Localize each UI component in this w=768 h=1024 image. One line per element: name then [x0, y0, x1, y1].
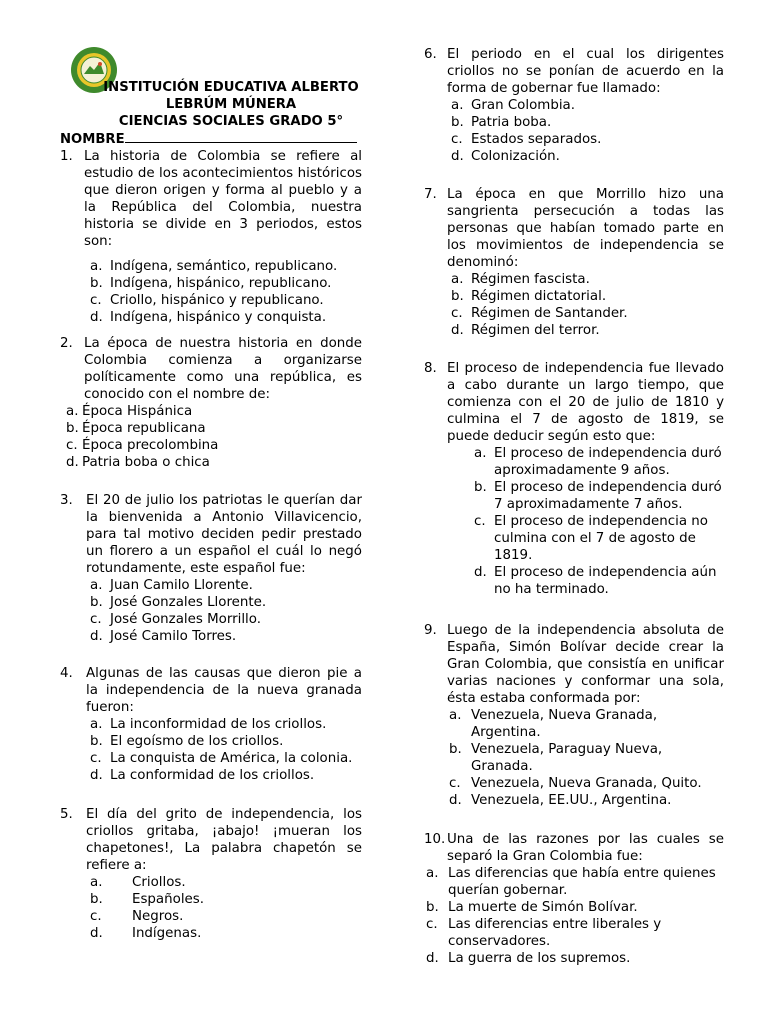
option-letter: b.: [451, 289, 464, 304]
option-letter: d.: [90, 768, 103, 783]
option-text: Patria boba.: [471, 115, 552, 130]
question-number: 1.: [60, 149, 73, 164]
answer-option[interactable]: [449, 792, 724, 809]
option-letter: d.: [90, 926, 103, 941]
question-6: [424, 46, 724, 165]
answer-option[interactable]: [90, 925, 362, 942]
option-text: Venezuela, Paraguay Nueva, Granada.: [471, 742, 663, 774]
option-letter: b.: [90, 734, 103, 749]
option-text: Época republicana: [82, 421, 206, 436]
option-letter: a.: [90, 875, 103, 890]
question-text: La época de nuestra historia en donde Colombia comienza a organizarse políticamente como una república, es conocido con el nombre de:: [84, 336, 362, 402]
answer-options: [90, 874, 362, 942]
option-letter: c.: [426, 917, 438, 932]
option-text: Juan Camilo Llorente.: [110, 578, 253, 593]
answer-option[interactable]: [451, 305, 724, 322]
option-letter: b.: [90, 595, 103, 610]
answer-option[interactable]: [426, 865, 724, 899]
question-stem: [60, 665, 362, 716]
question-text: Luego de la independencia absoluta de España, Simón Bolívar decide crear la Gran Colombia, que consistía en unificar varias naciones y conformar una sola, ésta estaba conformada por:: [447, 623, 724, 706]
answer-option[interactable]: [426, 899, 724, 916]
question-3: [60, 492, 362, 645]
answer-options: [474, 445, 724, 598]
answer-option[interactable]: [451, 97, 724, 114]
option-letter: b.: [426, 900, 439, 915]
question-text: El día del grito de independencia, los criollos gritaba, ¡abajo! ¡mueran los chapetones!, La palabra chapetón se refiere a:: [86, 807, 362, 873]
option-text: Época precolombina: [82, 438, 219, 453]
option-text: Negros.: [132, 909, 184, 924]
question-stem: [60, 492, 362, 577]
option-text: Las diferencias que había entre quienes querían gobernar.: [448, 866, 716, 898]
question-text: Algunas de las causas que dieron pie a la independencia de la nueva granada fueron:: [86, 666, 362, 715]
option-text: José Gonzales Llorente.: [110, 595, 267, 610]
option-letter: b.: [451, 115, 464, 130]
option-text: Indígenas.: [132, 926, 202, 941]
question-text: Una de las razones por las cuales se separó la Gran Colombia fue:: [447, 832, 724, 864]
answer-options: [90, 577, 362, 645]
option-text: Época Hispánica: [82, 404, 193, 419]
option-letter: c.: [474, 514, 486, 529]
answer-options: [451, 271, 724, 339]
option-text: Venezuela, EE.UU., Argentina.: [471, 793, 672, 808]
answer-options: [449, 707, 724, 809]
question-2: [60, 335, 362, 471]
option-text: Indígena, hispánico, republicano.: [110, 276, 332, 291]
question-number: 7.: [424, 187, 437, 202]
option-text: El proceso de independencia aún no ha terminado.: [494, 565, 717, 597]
answer-option[interactable]: [90, 891, 362, 908]
question-stem: [424, 186, 724, 271]
option-letter: c.: [451, 306, 463, 321]
option-letter: a.: [90, 717, 103, 732]
option-letter: d.: [426, 951, 439, 966]
option-letter: c.: [90, 909, 102, 924]
option-letter: c.: [90, 612, 102, 627]
answer-option[interactable]: [451, 148, 724, 165]
question-number: 8.: [424, 361, 437, 376]
answer-option[interactable]: [90, 750, 362, 767]
document-header: [100, 79, 362, 130]
option-text: La inconformidad de los criollos.: [110, 717, 327, 732]
option-letter: b.: [66, 421, 79, 436]
answer-option[interactable]: [474, 445, 724, 479]
option-text: Españoles.: [132, 892, 205, 907]
option-letter: d.: [66, 455, 79, 470]
answer-option[interactable]: [90, 309, 362, 326]
question-10: [424, 831, 724, 967]
option-text: La conformidad de los criollos.: [110, 768, 315, 783]
option-letter: d.: [474, 565, 487, 580]
question-text: El proceso de independencia fue llevado a cabo durante un largo tiempo, que comienza con el 20 de julio de 1810 y culmina el 7 de agosto de 1819, se puede deducir según esto que:: [447, 361, 724, 444]
answer-option[interactable]: [90, 258, 362, 275]
answer-option[interactable]: [66, 454, 362, 471]
option-text: José Gonzales Morrillo.: [110, 612, 261, 627]
question-number: 3.: [60, 493, 73, 508]
question-number: 9.: [424, 623, 437, 638]
option-letter: a.: [474, 446, 487, 461]
question-4: [60, 665, 362, 784]
option-letter: c.: [90, 293, 102, 308]
option-letter: b.: [90, 276, 103, 291]
option-text: La guerra de los supremos.: [448, 951, 631, 966]
answer-option[interactable]: [90, 594, 362, 611]
option-text: La muerte de Simón Bolívar.: [448, 900, 638, 915]
option-text: Patria boba o chica: [82, 455, 210, 470]
question-stem: [424, 46, 724, 97]
school-name-line1: INSTITUCIÓN EDUCATIVA ALBERTO: [103, 80, 359, 95]
question-1: [60, 148, 362, 326]
option-letter: d.: [90, 629, 103, 644]
option-text: Indígena, semántico, republicano.: [110, 259, 338, 274]
answer-option[interactable]: [66, 403, 362, 420]
question-5: [60, 806, 362, 942]
option-letter: d.: [451, 323, 464, 338]
answer-options: [426, 865, 724, 967]
question-number: 5.: [60, 807, 73, 822]
option-text: La conquista de América, la colonia.: [110, 751, 353, 766]
option-text: El proceso de independencia duró aproximadamente 9 años.: [494, 446, 722, 478]
option-letter: c.: [451, 132, 463, 147]
question-text: La época en que Morrillo hizo una sangrienta persecución a todas las personas que habían tomado parte en los movimientos de independencia se denominó:: [447, 187, 724, 270]
option-text: José Camilo Torres.: [110, 629, 237, 644]
option-letter: c.: [66, 438, 78, 453]
option-letter: a.: [66, 404, 79, 419]
option-text: Indígena, hispánico y conquista.: [110, 310, 327, 325]
answer-option[interactable]: [90, 767, 362, 784]
question-text: El 20 de julio los patriotas le querían dar la bienvenida a Antonio Villavicencio, para tal motivo deciden pedir prestado un florero a un español el cuál lo negó rotundamente, este español fue:: [86, 493, 362, 576]
option-letter: a.: [90, 578, 103, 593]
option-text: Colonización.: [471, 149, 560, 164]
question-stem: [424, 831, 724, 865]
question-stem: [424, 360, 724, 445]
name-blank-line[interactable]: [125, 130, 357, 143]
option-letter: b.: [449, 742, 462, 757]
question-7: [424, 186, 724, 339]
question-8: [424, 360, 724, 598]
question-stem: [424, 622, 724, 707]
option-text: Gran Colombia.: [471, 98, 576, 113]
answer-option[interactable]: [90, 577, 362, 594]
school-name-line2: LEBRÚM MÚNERA: [165, 97, 297, 112]
answer-option[interactable]: [451, 114, 724, 131]
answer-option[interactable]: [451, 322, 724, 339]
option-text: Estados separados.: [471, 132, 602, 147]
answer-option[interactable]: [90, 628, 362, 645]
answer-options: [90, 716, 362, 784]
answer-option[interactable]: [474, 513, 724, 564]
option-text: Criollo, hispánico y republicano.: [110, 293, 324, 308]
option-letter: a.: [90, 259, 103, 274]
question-number: 10.: [424, 832, 446, 847]
option-text: Régimen de Santander.: [471, 306, 628, 321]
answer-option[interactable]: [451, 271, 724, 288]
option-text: Venezuela, Nueva Granada, Quito.: [471, 776, 702, 791]
option-text: Venezuela, Nueva Granada, Argentina.: [471, 708, 658, 740]
answer-option[interactable]: [451, 288, 724, 305]
name-field[interactable]: [60, 130, 357, 148]
answer-option[interactable]: [90, 611, 362, 628]
answer-option[interactable]: [90, 874, 362, 891]
option-text: El egoísmo de los criollos.: [110, 734, 284, 749]
option-letter: a.: [451, 98, 464, 113]
question-stem: [60, 806, 362, 874]
option-text: El proceso de independencia duró 7 aproximadamente 7 años.: [494, 480, 722, 512]
answer-option[interactable]: [449, 741, 724, 775]
answer-options: [451, 97, 724, 165]
option-text: Régimen del terror.: [471, 323, 600, 338]
option-text: El proceso de independencia no culmina con el 7 de agosto de 1819.: [494, 514, 708, 563]
name-label: NOMBRE: [60, 132, 125, 147]
option-letter: b.: [474, 480, 487, 495]
answer-options: [90, 258, 362, 326]
answer-option[interactable]: [90, 716, 362, 733]
option-text: Régimen fascista.: [471, 272, 590, 287]
option-letter: c.: [90, 751, 102, 766]
question-text: El periodo en el cual los dirigentes criollos no se ponían de acuerdo en la forma de gobernar fue llamado:: [447, 47, 724, 96]
answer-option[interactable]: [90, 292, 362, 309]
question-number: 4.: [60, 666, 73, 681]
option-letter: b.: [90, 892, 103, 907]
option-letter: a.: [451, 272, 464, 287]
option-text: Criollos.: [132, 875, 186, 890]
answer-option[interactable]: [449, 707, 724, 741]
question-text: La historia de Colombia se refiere al estudio de los acontecimientos históricos que dieron origen y forma al pueblo y a la República del Colombia, nuestra historia se divide en 3 periodos, estos son:: [84, 149, 362, 249]
answer-option[interactable]: [90, 733, 362, 750]
question-stem: [60, 148, 362, 250]
answer-option[interactable]: [90, 908, 362, 925]
option-letter: d.: [90, 310, 103, 325]
option-letter: a.: [449, 708, 462, 723]
answer-option[interactable]: [449, 775, 724, 792]
question-stem: [60, 335, 362, 403]
option-letter: d.: [449, 793, 462, 808]
option-letter: a.: [426, 866, 439, 881]
course-title: CIENCIAS SOCIALES GRADO 5°: [118, 114, 344, 129]
answer-option[interactable]: [451, 131, 724, 148]
answer-option[interactable]: [474, 564, 724, 598]
question-9: [424, 622, 724, 809]
question-number: 6.: [424, 47, 437, 62]
answer-option[interactable]: [66, 437, 362, 454]
option-text: Las diferencias entre liberales y conservadores.: [448, 917, 662, 949]
question-number: 2.: [60, 336, 73, 351]
answer-option[interactable]: [426, 916, 724, 950]
option-letter: d.: [451, 149, 464, 164]
answer-option[interactable]: [426, 950, 724, 967]
option-text: Régimen dictatorial.: [471, 289, 607, 304]
answer-option[interactable]: [474, 479, 724, 513]
answer-option[interactable]: [90, 275, 362, 292]
option-letter: c.: [449, 776, 461, 791]
answer-options: [66, 403, 362, 471]
answer-option[interactable]: [66, 420, 362, 437]
